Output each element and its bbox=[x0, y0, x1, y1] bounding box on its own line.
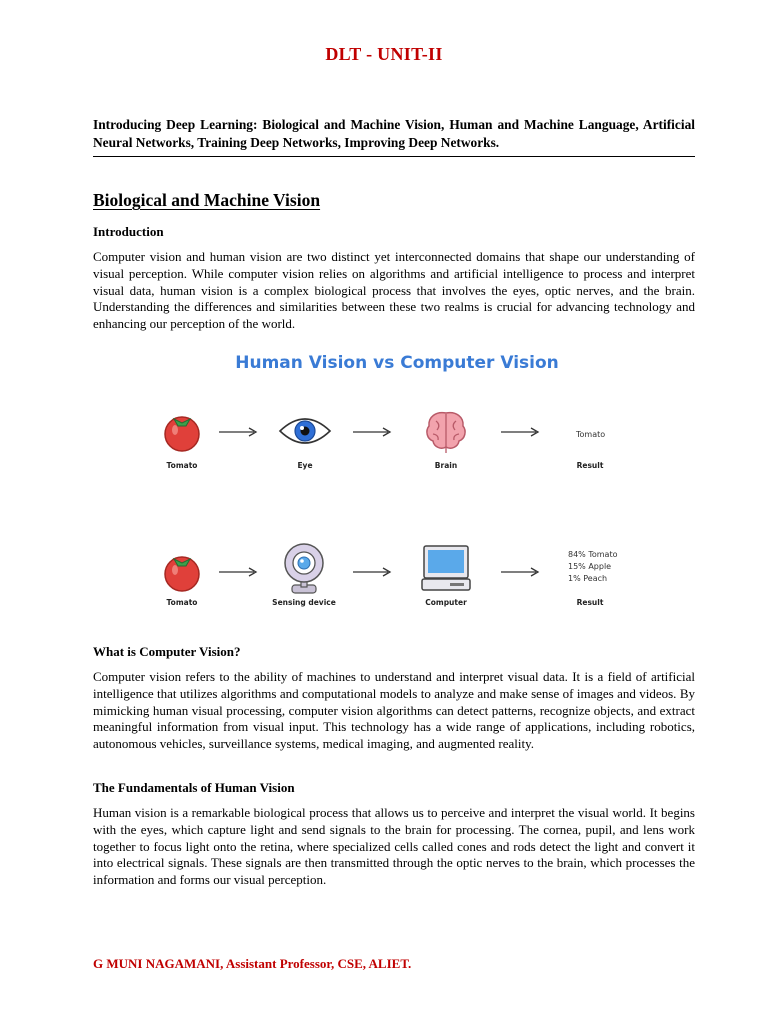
computer-label: Computer bbox=[425, 598, 467, 607]
computer-icon bbox=[420, 543, 472, 593]
eye-label: Eye bbox=[297, 461, 313, 470]
computer-result-lines bbox=[568, 549, 617, 585]
unit-title: DLT - UNIT-II bbox=[325, 44, 443, 64]
result-line: 1% Peach bbox=[568, 574, 608, 583]
result-line: 84% Tomato bbox=[568, 550, 618, 559]
figure-title: Human Vision vs Computer Vision bbox=[235, 353, 559, 373]
arrow-icon bbox=[218, 567, 258, 577]
vision-comparison-figure bbox=[152, 343, 642, 633]
section-title: Biological and Machine Vision bbox=[93, 190, 321, 210]
arrow-icon bbox=[352, 567, 392, 577]
arrow-icon bbox=[352, 427, 392, 437]
arrow-icon bbox=[218, 427, 258, 437]
brain-label: Brain bbox=[434, 461, 458, 470]
tomato-icon bbox=[160, 409, 204, 453]
computer-result-label: Result bbox=[576, 598, 604, 607]
intro-heading: Introduction bbox=[93, 224, 164, 239]
cv-paragraph: Computer vision refers to the ability of machines to understand and interpret visual data. It is a field of artificial intelligence that utilizes algorithms and computational models to analyze and make sense of images and videos. By mimicking human visual processing, computer vision algorithms can detect patterns, recognize objects, and extract meaningful information from visual input. This technology has a wide range of applications, including robotics, autonomous vehicles, surveillance systems, medical imaging, and augmented reality. bbox=[93, 669, 695, 752]
footer-author: G MUNI NAGAMANI, Assistant Professor, CSE, ALIET. bbox=[93, 956, 412, 971]
human-input-label: Tomato bbox=[166, 461, 198, 470]
cv-heading: What is Computer Vision? bbox=[93, 644, 241, 659]
intro-paragraph: Computer vision and human vision are two distinct yet interconnected domains that shape our understanding of visual perception. While computer vision relies on algorithms and artificial intelligence to process and interpret visual data, human vision is a complex biological process that involves the eyes, optic nerves, and the brain. Understanding the differences and similarities between these two realms is crucial for advancing technology and enhancing our perception of the world. bbox=[93, 249, 695, 332]
eye-icon bbox=[277, 411, 333, 451]
hv-heading: The Fundamentals of Human Vision bbox=[93, 780, 295, 795]
arrow-icon bbox=[500, 567, 540, 577]
sensing-device-label: Sensing device bbox=[272, 598, 336, 607]
result-line: 15% Apple bbox=[568, 562, 612, 571]
hv-paragraph: Human vision is a remarkable biological process that allows us to perceive and interpret the visual world. It begins with the eyes, which capture light and send signals to the brain for processing. The cornea, pupil, and lens work together to focus light onto the retina, where specialized cells called cones and rods detect the light and convert it into electrical signals. These signals are then transmitted through the optic nerves to the brain, which processes the information and forms our visual perception. bbox=[93, 805, 695, 888]
human-result-label: Result bbox=[576, 461, 604, 470]
computer-input-label: Tomato bbox=[166, 598, 198, 607]
tomato-icon bbox=[160, 549, 204, 593]
webcam-icon bbox=[278, 541, 330, 597]
brain-icon bbox=[422, 407, 470, 455]
human-result-text: Tomato bbox=[576, 430, 606, 439]
arrow-icon bbox=[500, 427, 540, 437]
topics-list: Introducing Deep Learning: Biological and Machine Vision, Human and Machine Language, Artificial Neural Networks, Training Deep Networks, Improving Deep Networks. bbox=[93, 116, 695, 157]
